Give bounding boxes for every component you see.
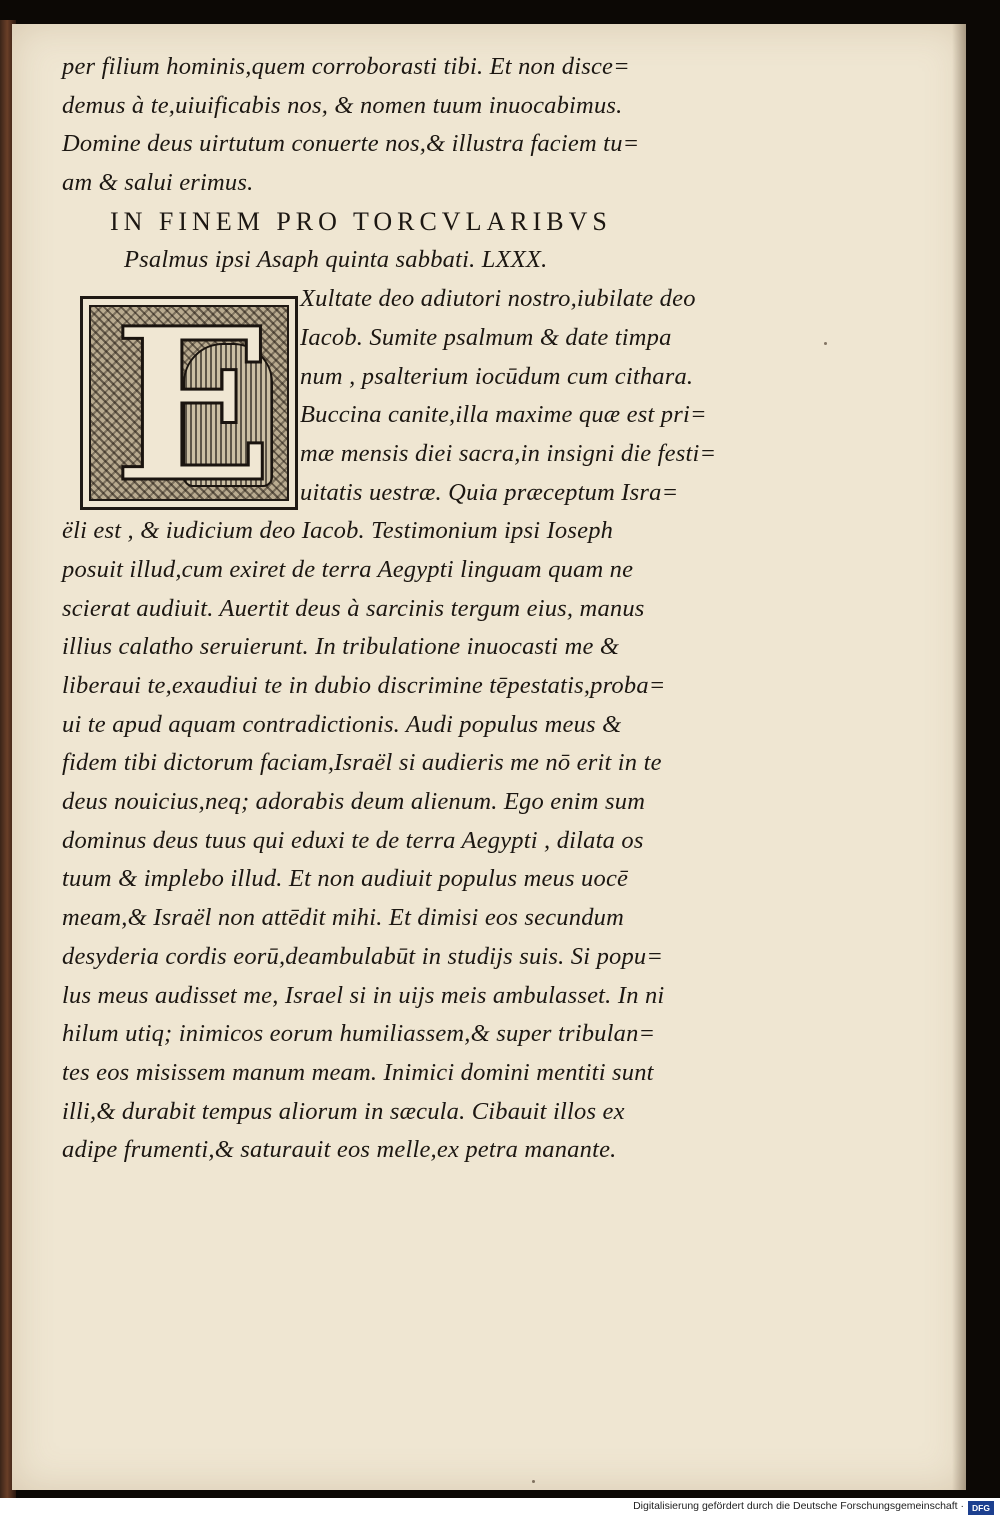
text-line: desyderia cordis eorū,deambulabūt in studijs suis. Si popu= bbox=[62, 942, 664, 970]
text-line: ëli est , & iudicium deo Iacob. Testimonium ipsi Ioseph bbox=[62, 517, 614, 545]
text-line: tuum & implebo illud. Et non audiuit populus meus uocē bbox=[62, 865, 629, 893]
text-line: meam,& Israël non attēdit mihi. Et dimisi eos secundum bbox=[62, 904, 624, 932]
text-line: demus à te,uiuificabis nos, & nomen tuum inuocabimus. bbox=[62, 91, 623, 119]
text-line: tes eos misissem manum meam. Inimici domini mentiti sunt bbox=[62, 1058, 654, 1086]
text-line: scierat audiuit. Auertit deus à sarcinis tergum eius, manus bbox=[62, 594, 645, 622]
dfg-logo: DFG bbox=[968, 1501, 994, 1515]
text-line: Xultate deo adiutori nostro,iubilate deo bbox=[300, 285, 696, 313]
woodcut-illustration bbox=[89, 305, 289, 501]
text-line: mæ mensis diei sacra,in insigni die festi= bbox=[300, 439, 717, 467]
text-line: liberaui te,exaudiui te in dubio discrimine tēpestatis,proba= bbox=[62, 672, 666, 699]
text-line: am & salui erimus. bbox=[62, 169, 254, 197]
text-line: dominus deus tuus qui eduxi te de terra Aegypti , dilata os bbox=[62, 826, 644, 854]
text-line: num , psalterium iocūdum cum cithara. bbox=[300, 362, 694, 390]
text-line: fidem tibi dictorum faciam,Israël si audieris me nō erit in te bbox=[62, 749, 662, 777]
text-line: illi,& durabit tempus aliorum in sæcula. Cibauit illos ex bbox=[62, 1097, 625, 1125]
text-line: hilum utiq; inimicos eorum humiliassem,& super tribulan= bbox=[62, 1020, 656, 1048]
paper-speck bbox=[824, 342, 827, 345]
initial-letter: E bbox=[113, 305, 274, 501]
text-line: Domine deus uirtutum conuerte nos,& illustra faciem tu= bbox=[62, 130, 640, 158]
decorated-initial bbox=[80, 296, 298, 510]
psalm-heading: IN FINEM PRO TORCVLARIBVS bbox=[110, 206, 612, 236]
text-line: Buccina canite,illa maxime quæ est pri= bbox=[300, 401, 707, 429]
text-line: per filium hominis,quem corroborasti tibi. Et non disce= bbox=[62, 53, 630, 80]
paper-speck bbox=[532, 1480, 535, 1483]
text-line: uitatis uestræ. Quia præceptum Isra= bbox=[300, 478, 679, 506]
funding-notice: Digitalisierung gefördert durch die Deutsche Forschungsgemeinschaft · bbox=[633, 1500, 964, 1512]
text-line: Iacob. Sumite psalmum & date timpa bbox=[300, 323, 672, 351]
footer-bar bbox=[0, 1498, 1000, 1518]
psalm-subheading: Psalmus ipsi Asaph quinta sabbati. LXXX. bbox=[124, 246, 548, 274]
text-line: ui te apud aquam contradictionis. Audi populus meus & bbox=[62, 710, 622, 738]
text-line: lus meus audisset me, Israel si in uijs meis ambulasset. In ni bbox=[62, 981, 665, 1009]
text-line: deus nouicius,neq; adorabis deum alienum. Ego enim sum bbox=[62, 788, 646, 816]
psalm-text bbox=[62, 48, 762, 1170]
text-line: illius calatho seruierunt. In tribulatione inuocasti me & bbox=[62, 633, 620, 661]
text-line: posuit illud,cum exiret de terra Aegypti linguam quam ne bbox=[62, 555, 634, 583]
text-line: adipe frumenti,& saturauit eos melle,ex petra manante. bbox=[62, 1136, 617, 1164]
